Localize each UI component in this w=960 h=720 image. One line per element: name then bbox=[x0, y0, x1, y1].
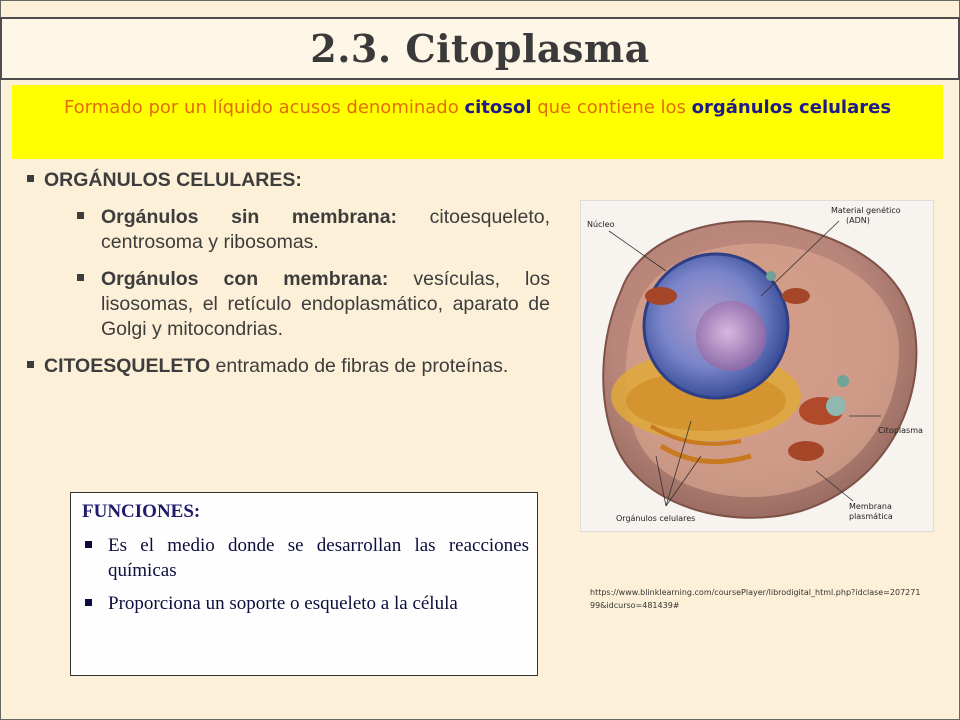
source-link[interactable]: https://www.blinklearning.com/coursePlayer/librodigital_html.php?idclase=20727199&idcurso=481439# bbox=[590, 588, 921, 610]
page-title: 2.3. Citoplasma bbox=[310, 26, 650, 71]
definition-banner bbox=[12, 85, 943, 159]
list-item bbox=[25, 168, 550, 193]
banner-text-1: Formado por un líquido acusos denominado bbox=[63, 97, 465, 118]
label-citoplasma: Citoplasma bbox=[878, 426, 923, 435]
label-plasmatica: plasmática bbox=[849, 512, 893, 521]
functions-heading: FUNCIONES: bbox=[82, 501, 201, 522]
label-membrana: Membrana bbox=[849, 502, 892, 511]
bullet-icon bbox=[77, 212, 84, 219]
bullet-icon bbox=[85, 541, 92, 548]
list-item bbox=[25, 354, 550, 379]
section-label: CITOESQUELETO bbox=[44, 355, 211, 377]
item-text: citoesqueleto, centrosoma y ribosomas. bbox=[101, 206, 550, 253]
bullet-icon bbox=[77, 274, 84, 281]
function-item bbox=[82, 591, 529, 616]
item-label: Orgánulos con membrana: bbox=[101, 268, 389, 290]
list-item bbox=[25, 267, 550, 342]
section-text: entramado de fibras de proteínas. bbox=[210, 355, 509, 377]
banner-term-organulos: orgánulos celulares bbox=[691, 97, 892, 118]
title-box bbox=[0, 17, 960, 80]
banner-term-citosol: citosol bbox=[464, 97, 532, 118]
label-material: Material genético bbox=[831, 206, 901, 215]
bullet-icon bbox=[85, 599, 92, 606]
function-text: Proporciona un soporte o esqueleto a la célula bbox=[108, 593, 458, 614]
function-text: Es el medio donde se desarrollan las reacciones químicas bbox=[108, 535, 529, 581]
item-text: vesículas, los lisosomas, el retículo endoplasmático, aparato de Golgi y mitocondrias. bbox=[101, 268, 550, 340]
functions-box bbox=[70, 492, 538, 676]
label-organulos: Orgánulos celulares bbox=[616, 514, 696, 523]
content-list bbox=[25, 168, 550, 379]
function-item bbox=[82, 533, 529, 583]
item-label: Orgánulos sin membrana: bbox=[101, 206, 398, 228]
banner-text-2: que contiene los bbox=[531, 97, 692, 118]
label-nucleo: Núcleo bbox=[587, 220, 615, 229]
section-label: ORGÁNULOS CELULARES: bbox=[44, 169, 302, 191]
bullet-icon bbox=[27, 361, 34, 368]
label-adn: (ADN) bbox=[846, 216, 870, 225]
cell-illustration bbox=[581, 201, 933, 531]
list-item bbox=[25, 205, 550, 255]
cell-diagram bbox=[580, 200, 934, 532]
bullet-icon bbox=[27, 175, 34, 182]
